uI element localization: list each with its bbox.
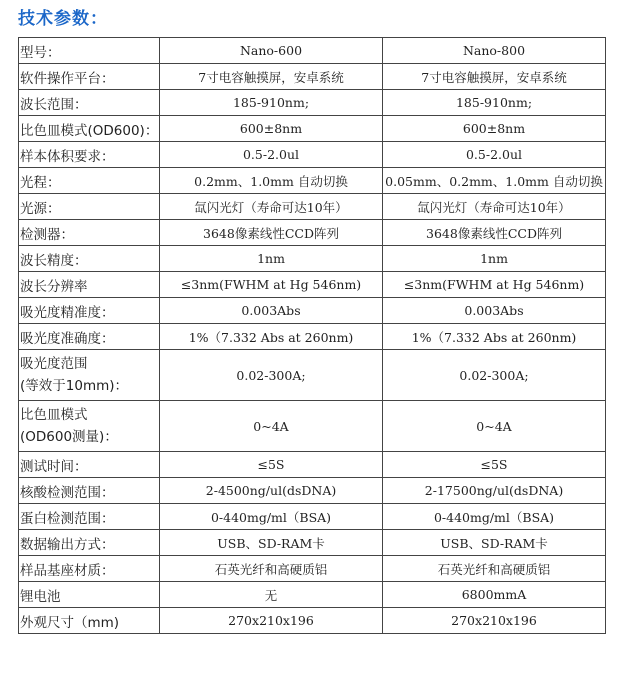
- spec-value-nano600: 1%（7.332 Abs at 260nm): [160, 324, 383, 350]
- spec-label-line: 光源：: [20, 200, 61, 217]
- spec-label: [19, 608, 160, 634]
- spec-label: [19, 452, 160, 478]
- spec-value-nano600: 185-910nm;: [160, 90, 383, 116]
- spec-value-nano800: 0.5-2.0ul: [383, 142, 606, 168]
- spec-value-nano800: 600±8nm: [383, 116, 606, 142]
- spec-value-nano600: 0.02-300A;: [160, 350, 383, 401]
- spec-label: [19, 194, 160, 220]
- spec-value-nano800: 0.05mm、0.2mm、1.0mm 自动切换: [383, 168, 606, 194]
- spec-label-line: 型号：: [20, 44, 61, 61]
- spec-value-nano600: Nano-600: [160, 38, 383, 64]
- spec-row: [19, 582, 606, 608]
- spec-value-nano600: 270x210x196: [160, 608, 383, 634]
- spec-row: [19, 38, 606, 64]
- spec-label: [19, 504, 160, 530]
- spec-label-line: 数据输出方式：: [20, 536, 115, 553]
- spec-label: [19, 298, 160, 324]
- spec-row: [19, 298, 606, 324]
- spec-value-nano800: 6800mmA: [383, 582, 606, 608]
- spec-label: [19, 324, 160, 350]
- spec-label-line: 吸光度范围: [20, 356, 88, 372]
- spec-label-line: 吸光度准确度：: [20, 330, 115, 347]
- spec-value-nano800: 270x210x196: [383, 608, 606, 634]
- spec-table: [18, 37, 606, 634]
- spec-label-line: 比色皿模式: [20, 407, 88, 423]
- spec-label-line: 蛋白检测范围：: [20, 510, 115, 527]
- spec-label: [19, 90, 160, 116]
- spec-value-nano600: 7寸电容触摸屏，安卓系统: [160, 64, 383, 90]
- spec-row: [19, 324, 606, 350]
- spec-value-nano800: Nano-800: [383, 38, 606, 64]
- spec-label: [19, 582, 160, 608]
- spec-value-nano600: USB、SD-RAM卡: [160, 530, 383, 556]
- spec-label: [19, 38, 160, 64]
- spec-value-nano800: 0~4A: [383, 401, 606, 452]
- spec-label: [19, 116, 160, 142]
- spec-table-body: [19, 38, 606, 634]
- spec-value-nano800: 1nm: [383, 246, 606, 272]
- spec-row: [19, 608, 606, 634]
- spec-label-line: 外观尺寸（mm): [20, 614, 120, 631]
- spec-row: [19, 504, 606, 530]
- spec-label-line: 波长分辨率: [20, 278, 88, 295]
- spec-label-line: 样品基座材质：: [20, 562, 115, 579]
- spec-label: [19, 401, 160, 452]
- spec-row: [19, 452, 606, 478]
- spec-label: [19, 246, 160, 272]
- spec-value-nano600: ≤3nm(FWHM at Hg 546nm): [160, 272, 383, 298]
- spec-label: [19, 142, 160, 168]
- spec-value-nano600: 600±8nm: [160, 116, 383, 142]
- spec-value-nano800: 0-440mg/ml（BSA): [383, 504, 606, 530]
- spec-value-nano800: 1%（7.332 Abs at 260nm): [383, 324, 606, 350]
- spec-label-line: 波长精度：: [20, 252, 88, 269]
- spec-label: [19, 272, 160, 298]
- spec-label: [19, 220, 160, 246]
- spec-row: [19, 478, 606, 504]
- spec-value-nano600: 0.5-2.0ul: [160, 142, 383, 168]
- spec-value-nano600: 氙闪光灯（寿命可达10年）: [160, 194, 383, 220]
- spec-row: [19, 350, 606, 401]
- spec-label-line: 核酸检测范围：: [20, 484, 115, 501]
- section-title: 技术参数：: [18, 9, 108, 29]
- spec-row: [19, 168, 606, 194]
- spec-value-nano800: ≤5S: [383, 452, 606, 478]
- spec-label-line: 软件操作平台：: [20, 70, 115, 87]
- spec-value-nano600: 石英光纤和高硬质铝: [160, 556, 383, 582]
- spec-label-line: 吸光度精准度：: [20, 304, 115, 321]
- spec-value-nano600: 0-440mg/ml（BSA): [160, 504, 383, 530]
- spec-label-line: 检测器：: [20, 226, 74, 243]
- spec-row: [19, 90, 606, 116]
- spec-value-nano600: 2-4500ng/ul(dsDNA): [160, 478, 383, 504]
- spec-label-line: 比色皿模式(OD600)：: [20, 122, 159, 139]
- spec-value-nano800: 氙闪光灯（寿命可达10年）: [383, 194, 606, 220]
- spec-value-nano800: 0.003Abs: [383, 298, 606, 324]
- spec-value-nano800: 7寸电容触摸屏，安卓系统: [383, 64, 606, 90]
- spec-label-line: (等效于10mm)：: [20, 378, 129, 394]
- spec-row: [19, 194, 606, 220]
- spec-label: [19, 168, 160, 194]
- spec-label-line: 样本体积要求：: [20, 148, 115, 165]
- spec-label-line: 波长范围：: [20, 96, 88, 113]
- spec-value-nano600: 1nm: [160, 246, 383, 272]
- spec-label: [19, 556, 160, 582]
- spec-row: [19, 142, 606, 168]
- spec-label: [19, 530, 160, 556]
- spec-value-nano600: 0~4A: [160, 401, 383, 452]
- spec-value-nano600: ≤5S: [160, 452, 383, 478]
- spec-value-nano800: 185-910nm;: [383, 90, 606, 116]
- spec-value-nano600: 3648像素线性CCD阵列: [160, 220, 383, 246]
- spec-label-line: (OD600测量)：: [20, 429, 118, 445]
- spec-label: [19, 350, 160, 401]
- spec-value-nano800: USB、SD-RAM卡: [383, 530, 606, 556]
- spec-value-nano600: 无: [160, 582, 383, 608]
- spec-label-line: 测试时间：: [20, 458, 88, 475]
- spec-label-line: 光程：: [20, 174, 61, 191]
- spec-value-nano800: 3648像素线性CCD阵列: [383, 220, 606, 246]
- spec-label-line: 锂电池: [20, 588, 61, 605]
- spec-row: [19, 556, 606, 582]
- spec-row: [19, 116, 606, 142]
- spec-value-nano800: 0.02-300A;: [383, 350, 606, 401]
- spec-value-nano800: 2-17500ng/ul(dsDNA): [383, 478, 606, 504]
- spec-label: [19, 478, 160, 504]
- spec-value-nano600: 0.2mm、1.0mm 自动切换: [160, 168, 383, 194]
- spec-label: [19, 64, 160, 90]
- spec-row: [19, 220, 606, 246]
- spec-row: [19, 246, 606, 272]
- spec-value-nano800: ≤3nm(FWHM at Hg 546nm): [383, 272, 606, 298]
- spec-row: [19, 530, 606, 556]
- spec-value-nano800: 石英光纤和高硬质铝: [383, 556, 606, 582]
- spec-row: [19, 272, 606, 298]
- spec-row: [19, 401, 606, 452]
- spec-row: [19, 64, 606, 90]
- spec-value-nano600: 0.003Abs: [160, 298, 383, 324]
